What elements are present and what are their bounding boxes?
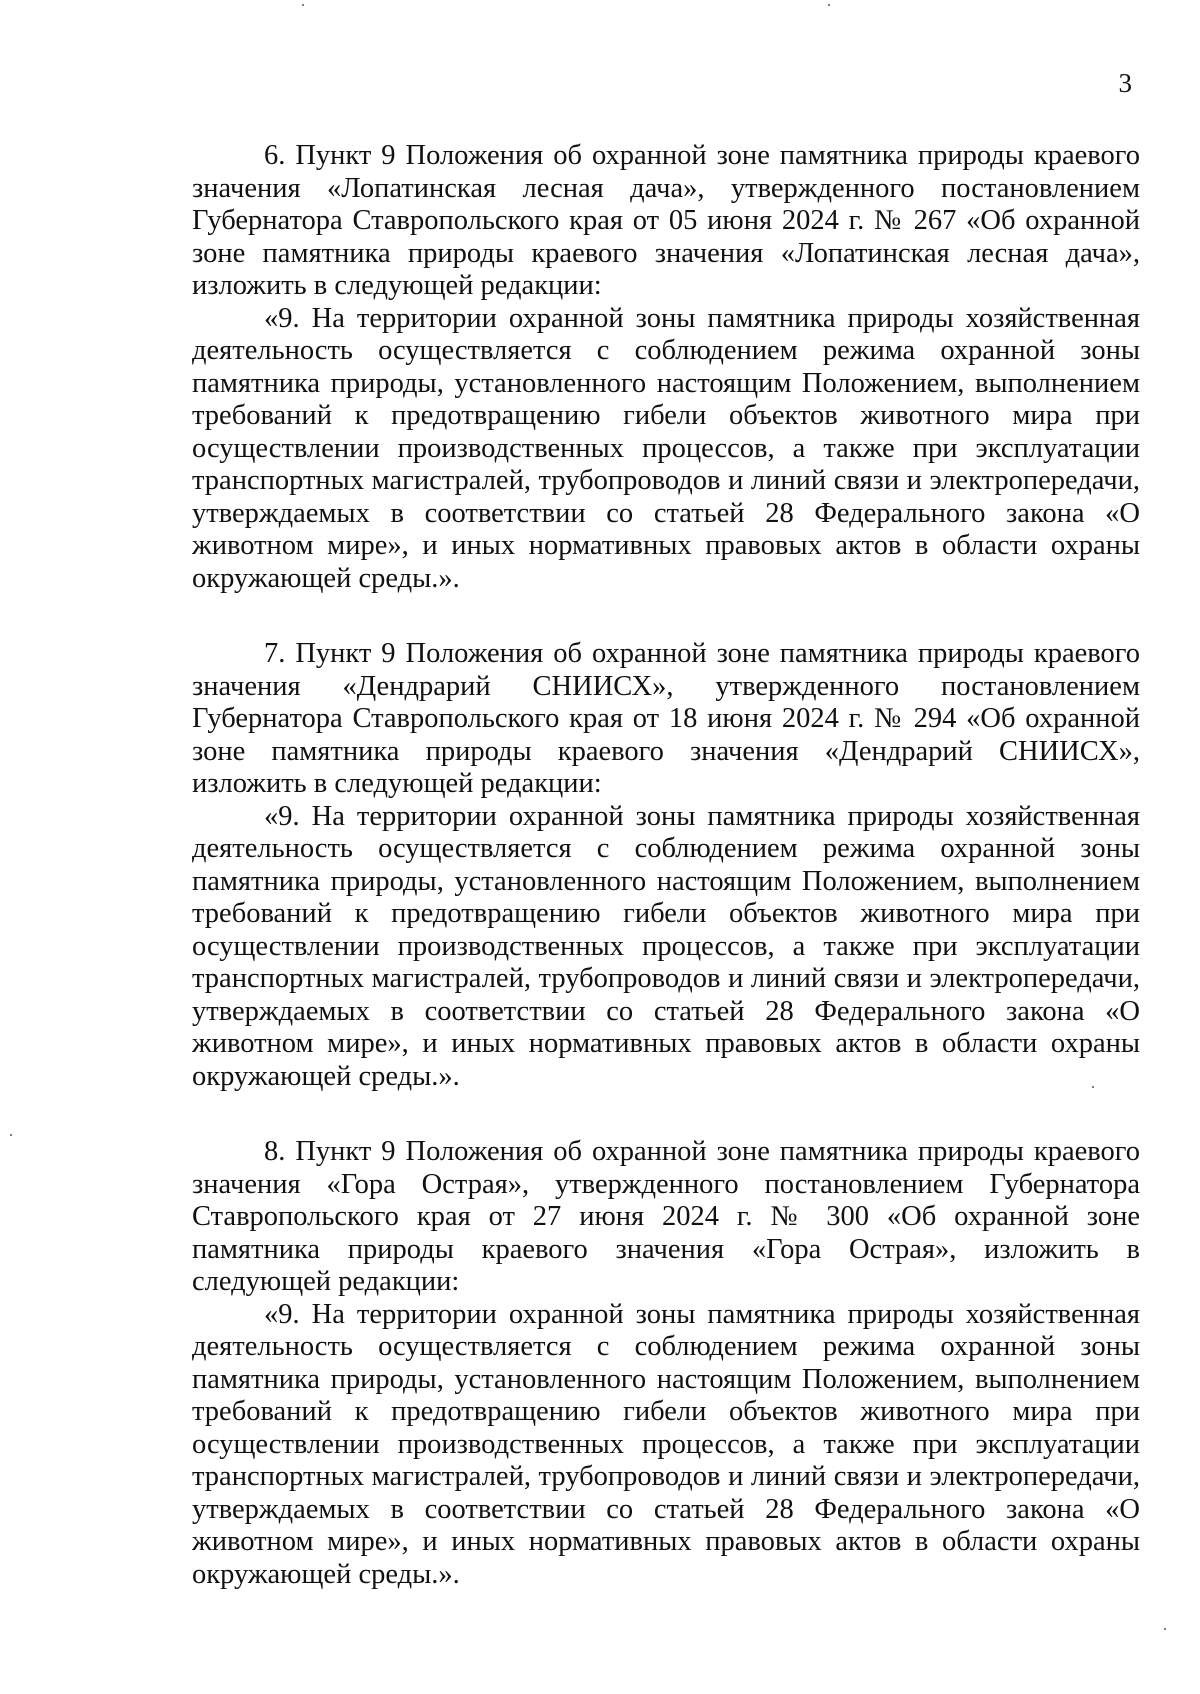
page-number: 3	[1118, 68, 1132, 98]
scan-speck	[828, 4, 830, 6]
scan-speck	[302, 4, 304, 6]
document-body	[192, 140, 1140, 1634]
scan-speck	[1164, 1628, 1166, 1630]
section-intro: 8. Пункт 9 Положения об охранной зоне памятника природы краевого значения «Гора Острая», утвержденного постановлением Губернатора Ставропольского края от 27 июня 2024 г. № 300 «Об охранной зоне памятника природы краевого значения «Гора Острая», изложить в следующей редакции:	[192, 1136, 1140, 1297]
section-quote: «9. На территории охранной зоны памятника природы хозяйственная деятельность осуществляется с соблюдением режима охранной зоны памятника природы, установленного настоящим Положением, выполнением требований к предотвращению гибели объектов животного мира при осуществлении производственных процессов, а также при эксплуатации транспортных магистралей, трубопроводов и линий связи и электропередачи, утверждаемых в соответствии со статьей 28 Федерального закона «О животном мире», и иных нормативных правовых актов в области охраны окружающей среды.».	[192, 800, 1140, 1092]
section-intro: 6. Пункт 9 Положения об охранной зоне памятника природы краевого значения «Лопатинская лесная дача», утвержденного постановлением Губернатора Ставропольского края от 05 июня 2024 г. № 267 «Об охранной зоне памятника природы краевого значения «Лопатинская лесная дача», изложить в следующей редакции:	[192, 140, 1140, 301]
section-item-8	[192, 1136, 1140, 1591]
section-item-7	[192, 638, 1140, 1093]
scan-speck	[10, 1134, 12, 1136]
section-intro: 7. Пункт 9 Положения об охранной зоне памятника природы краевого значения «Дендрарий СНИИСХ», утвержденного постановлением Губернатора Ставропольского края от 18 июня 2024 г. № 294 «Об охранной зоне памятника природы краевого значения «Дендрарий СНИИСХ», изложить в следующей редакции:	[192, 638, 1140, 799]
section-quote: «9. На территории охранной зоны памятника природы хозяйственная деятельность осуществляется с соблюдением режима охранной зоны памятника природы, установленного настоящим Положением, выполнением требований к предотвращению гибели объектов животного мира при осуществлении производственных процессов, а также при эксплуатации транспортных магистралей, трубопроводов и линий связи и электропередачи, утверждаемых в соответствии со статьей 28 Федерального закона «О животном мире», и иных нормативных правовых актов в области охраны окружающей среды.».	[192, 302, 1140, 594]
section-item-6	[192, 140, 1140, 595]
section-quote: «9. На территории охранной зоны памятника природы хозяйственная деятельность осуществляется с соблюдением режима охранной зоны памятника природы, установленного настоящим Положением, выполнением требований к предотвращению гибели объектов животного мира при осуществлении производственных процессов, а также при эксплуатации транспортных магистралей, трубопроводов и линий связи и электропередачи, утверждаемых в соответствии со статьей 28 Федерального закона «О животном мире», и иных нормативных правовых актов в области охраны окружающей среды.».	[192, 1298, 1140, 1590]
